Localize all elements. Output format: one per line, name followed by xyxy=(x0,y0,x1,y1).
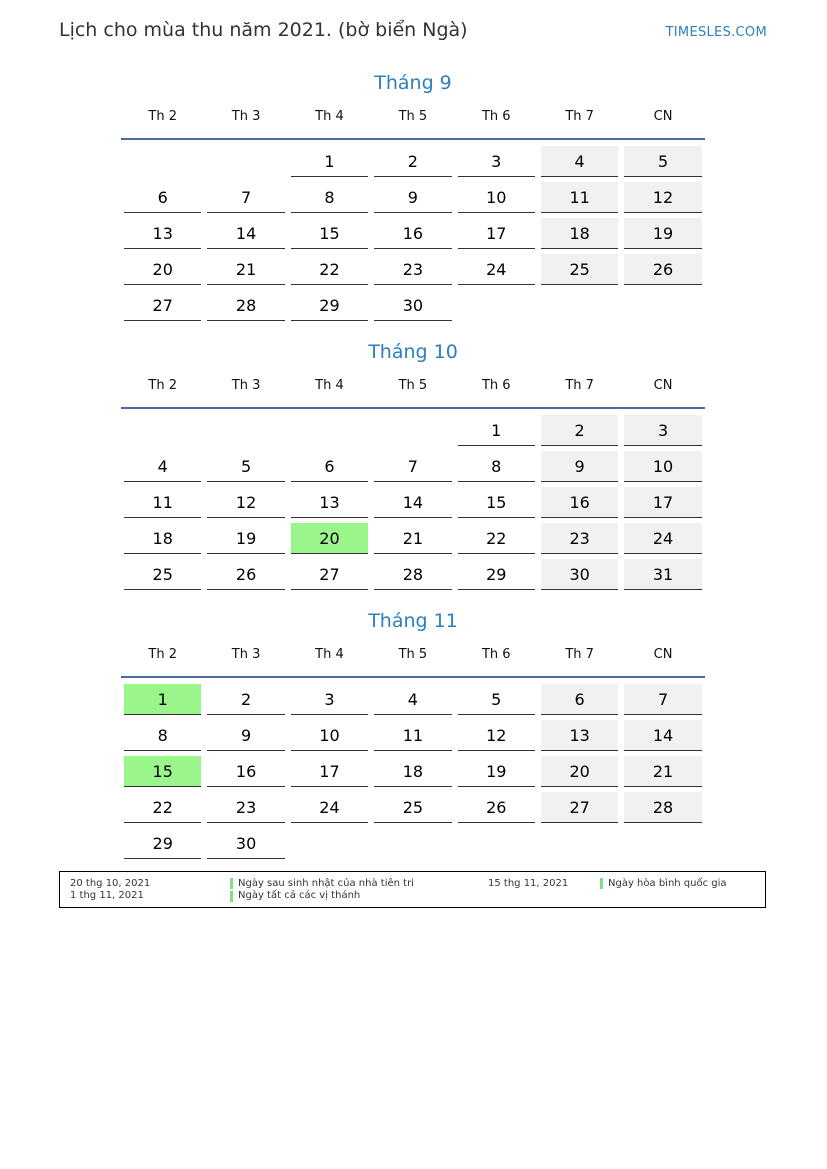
day-cell: 24 xyxy=(291,792,368,823)
weekday-label: Th 5 xyxy=(398,647,428,662)
weekday-label: CN xyxy=(653,647,673,662)
day-cell: 28 xyxy=(374,559,451,590)
day-cell: 13 xyxy=(124,218,201,249)
day-cell: 10 xyxy=(291,720,368,751)
empty-cell xyxy=(207,146,284,176)
legend-holiday-name: Ngày sau sinh nhật của nhà tiên tri xyxy=(238,878,414,889)
day-cell: 6 xyxy=(124,182,201,213)
legend-color-marker xyxy=(230,878,233,889)
day-cell: 12 xyxy=(207,487,284,518)
day-cell: 27 xyxy=(291,559,368,590)
day-cell: 29 xyxy=(458,559,535,590)
day-cell: 29 xyxy=(124,828,201,859)
weekday-label: Th 4 xyxy=(315,109,344,124)
day-cell: 17 xyxy=(458,218,535,249)
day-cell: 16 xyxy=(541,487,618,518)
day-grid xyxy=(121,409,705,591)
day-cell: 30 xyxy=(207,828,284,859)
weekday-header xyxy=(121,367,705,409)
day-cell: 2 xyxy=(541,415,618,446)
legend-date: 1 thg 11, 2021 xyxy=(70,890,144,901)
day-cell: 26 xyxy=(624,254,701,285)
day-cell: 2 xyxy=(374,146,451,177)
holiday-legend xyxy=(59,871,766,908)
day-cell: 8 xyxy=(124,720,201,751)
day-cell: 7 xyxy=(374,451,451,482)
day-cell: 25 xyxy=(541,254,618,285)
day-cell: 19 xyxy=(624,218,701,249)
page-title: Lịch cho mùa thu năm 2021. (bờ biển Ngà) xyxy=(59,19,468,41)
day-cell: 12 xyxy=(624,182,701,213)
day-cell: 5 xyxy=(624,146,701,177)
day-cell: 28 xyxy=(207,290,284,321)
day-cell: 3 xyxy=(624,415,701,446)
day-cell: 15 xyxy=(291,218,368,249)
month-title: Tháng 9 xyxy=(374,72,452,94)
day-cell: 30 xyxy=(541,559,618,590)
holiday-day-cell: 20 xyxy=(291,523,368,554)
weekday-label: CN xyxy=(653,109,673,124)
day-cell: 19 xyxy=(207,523,284,554)
day-cell: 20 xyxy=(541,756,618,787)
day-cell: 31 xyxy=(624,559,701,590)
empty-cell xyxy=(124,146,201,176)
day-cell: 10 xyxy=(624,451,701,482)
day-cell: 23 xyxy=(541,523,618,554)
weekday-label: Th 2 xyxy=(148,647,177,662)
day-cell: 15 xyxy=(458,487,535,518)
day-cell: 24 xyxy=(458,254,535,285)
weekday-label: Th 4 xyxy=(315,378,344,393)
day-cell: 21 xyxy=(207,254,284,285)
day-cell: 5 xyxy=(458,684,535,715)
day-cell: 18 xyxy=(124,523,201,554)
empty-cell xyxy=(207,415,284,445)
day-cell: 14 xyxy=(207,218,284,249)
day-cell: 21 xyxy=(624,756,701,787)
legend-color-marker xyxy=(230,891,233,902)
day-cell: 23 xyxy=(207,792,284,823)
brand-link[interactable]: TIMESLES.COM xyxy=(665,25,767,40)
day-cell: 13 xyxy=(541,720,618,751)
day-cell: 27 xyxy=(124,290,201,321)
weekday-label: Th 2 xyxy=(148,109,177,124)
legend-date: 15 thg 11, 2021 xyxy=(488,878,569,889)
day-cell: 19 xyxy=(458,756,535,787)
day-cell: 1 xyxy=(458,415,535,446)
day-cell: 22 xyxy=(291,254,368,285)
legend-color-marker xyxy=(600,878,603,889)
weekday-header xyxy=(121,636,705,678)
day-cell: 25 xyxy=(374,792,451,823)
day-cell: 18 xyxy=(541,218,618,249)
day-cell: 5 xyxy=(207,451,284,482)
day-cell: 8 xyxy=(291,182,368,213)
weekday-label: Th 5 xyxy=(398,109,428,124)
weekday-label: Th 3 xyxy=(231,109,261,124)
holiday-day-cell: 15 xyxy=(124,756,201,787)
weekday-label: Th 7 xyxy=(565,647,594,662)
day-grid xyxy=(121,678,705,860)
day-cell: 28 xyxy=(624,792,701,823)
weekday-label: Th 4 xyxy=(315,647,344,662)
day-cell: 3 xyxy=(291,684,368,715)
day-cell: 30 xyxy=(374,290,451,321)
day-cell: 20 xyxy=(124,254,201,285)
day-cell: 26 xyxy=(458,792,535,823)
month-calendar xyxy=(121,606,705,860)
day-cell: 18 xyxy=(374,756,451,787)
day-cell: 17 xyxy=(291,756,368,787)
month-calendar xyxy=(121,68,705,322)
legend-holiday-name: Ngày hòa bình quốc gia xyxy=(608,878,727,889)
empty-cell xyxy=(291,415,368,445)
day-cell: 25 xyxy=(124,559,201,590)
weekday-label: Th 3 xyxy=(231,378,261,393)
weekday-label: Th 7 xyxy=(565,378,594,393)
day-cell: 6 xyxy=(541,684,618,715)
day-cell: 21 xyxy=(374,523,451,554)
month-title: Tháng 10 xyxy=(368,341,458,363)
weekday-label: CN xyxy=(653,378,673,393)
day-grid xyxy=(121,140,705,322)
weekday-label: Th 6 xyxy=(481,378,511,393)
day-cell: 6 xyxy=(291,451,368,482)
day-cell: 4 xyxy=(541,146,618,177)
day-cell: 4 xyxy=(374,684,451,715)
day-cell: 13 xyxy=(291,487,368,518)
day-cell: 11 xyxy=(124,487,201,518)
day-cell: 14 xyxy=(624,720,701,751)
weekday-label: Th 7 xyxy=(565,109,594,124)
day-cell: 29 xyxy=(291,290,368,321)
day-cell: 2 xyxy=(207,684,284,715)
day-cell: 11 xyxy=(541,182,618,213)
day-cell: 23 xyxy=(374,254,451,285)
day-cell: 22 xyxy=(458,523,535,554)
day-cell: 22 xyxy=(124,792,201,823)
day-cell: 9 xyxy=(374,182,451,213)
month-calendar xyxy=(121,337,705,591)
legend-date: 20 thg 10, 2021 xyxy=(70,878,151,889)
day-cell: 14 xyxy=(374,487,451,518)
day-cell: 27 xyxy=(541,792,618,823)
day-cell: 17 xyxy=(624,487,701,518)
weekday-label: Th 5 xyxy=(398,378,428,393)
day-cell: 7 xyxy=(207,182,284,213)
day-cell: 11 xyxy=(374,720,451,751)
month-title: Tháng 11 xyxy=(368,610,458,632)
day-cell: 12 xyxy=(458,720,535,751)
day-cell: 1 xyxy=(291,146,368,177)
day-cell: 26 xyxy=(207,559,284,590)
holiday-day-cell: 1 xyxy=(124,684,201,715)
empty-cell xyxy=(124,415,201,445)
day-cell: 4 xyxy=(124,451,201,482)
weekday-header xyxy=(121,98,705,140)
weekday-label: Th 6 xyxy=(481,109,511,124)
day-cell: 24 xyxy=(624,523,701,554)
day-cell: 7 xyxy=(624,684,701,715)
weekday-label: Th 3 xyxy=(231,647,261,662)
day-cell: 9 xyxy=(207,720,284,751)
day-cell: 8 xyxy=(458,451,535,482)
day-cell: 10 xyxy=(458,182,535,213)
weekday-label: Th 6 xyxy=(481,647,511,662)
empty-cell xyxy=(374,415,451,445)
day-cell: 16 xyxy=(207,756,284,787)
day-cell: 3 xyxy=(458,146,535,177)
day-cell: 9 xyxy=(541,451,618,482)
weekday-label: Th 2 xyxy=(148,378,177,393)
legend-holiday-name: Ngày tất cả các vị thánh xyxy=(238,890,361,901)
day-cell: 16 xyxy=(374,218,451,249)
